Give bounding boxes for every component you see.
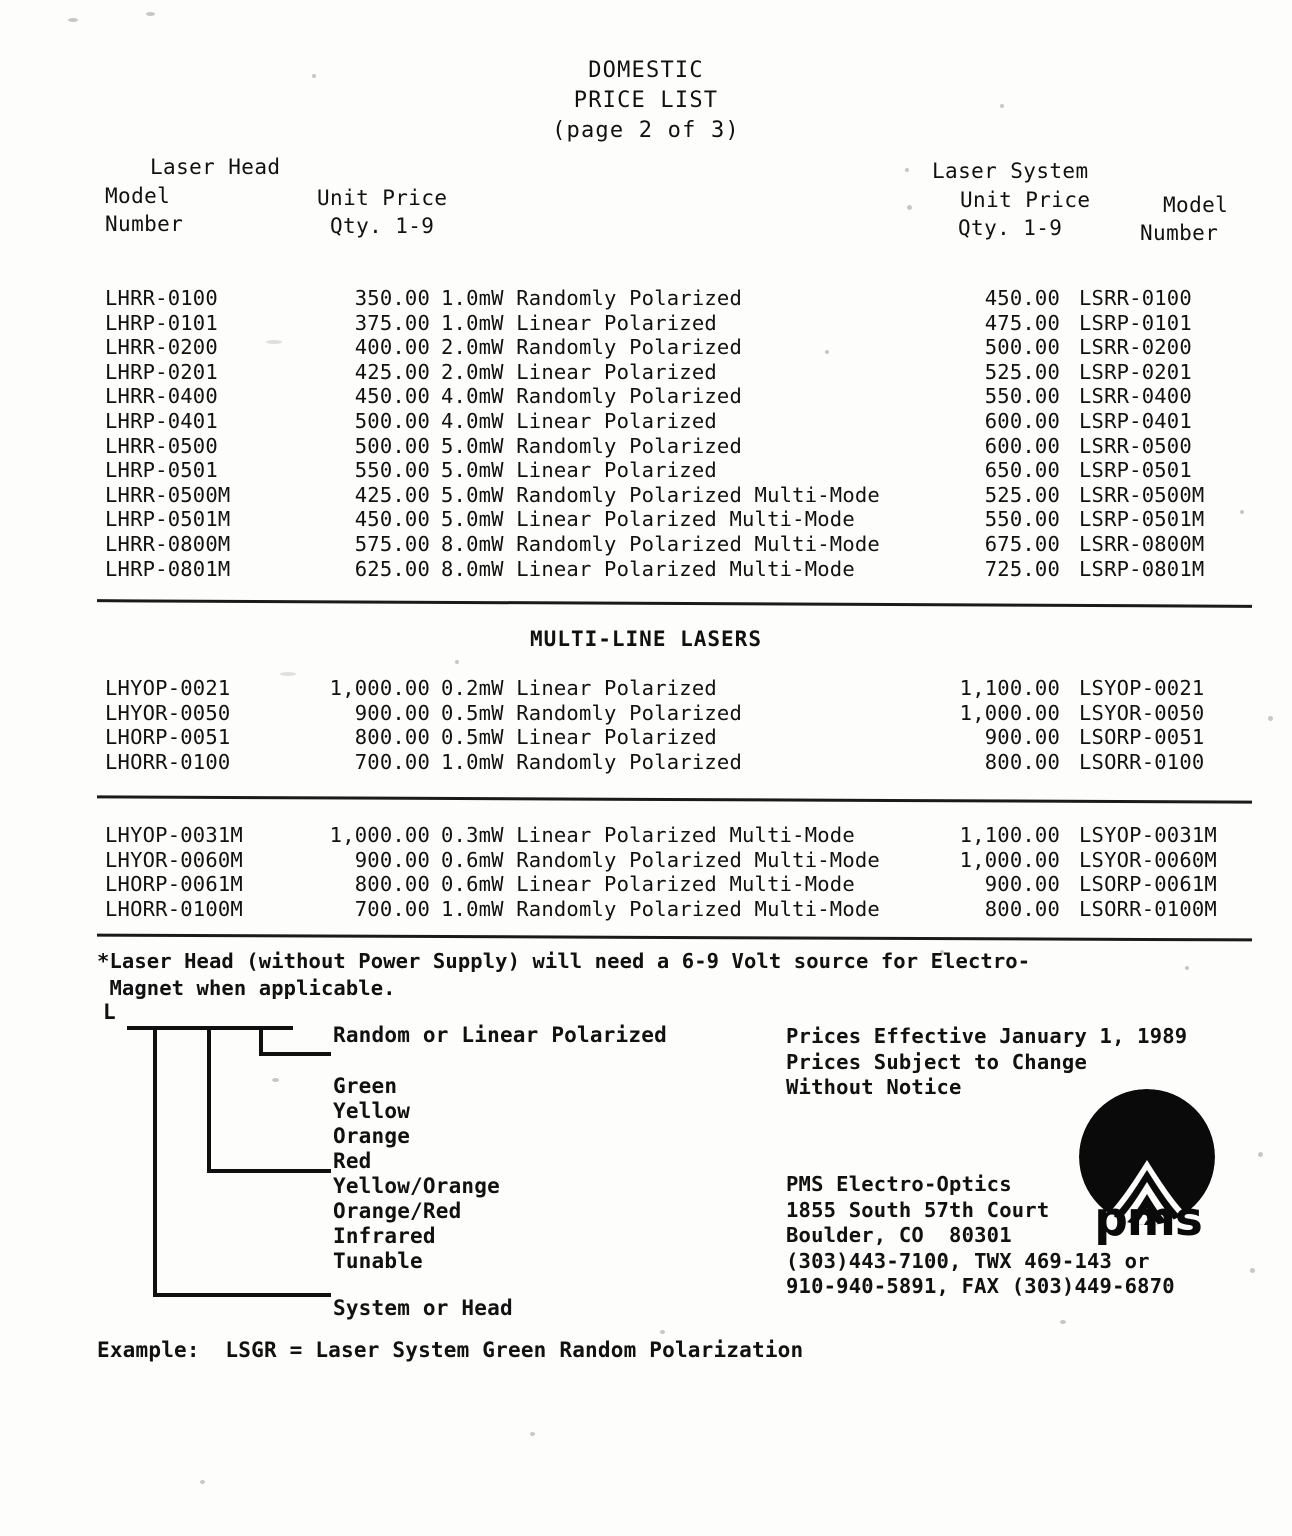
row-head-price: 800.00 <box>354 725 430 750</box>
row-system-price: 600.00 <box>984 408 1060 433</box>
row-description: 0.6mW Linear Polarized Multi-Mode <box>441 872 855 897</box>
row-head-model: LHORR-0100 <box>105 749 231 774</box>
row-description: 1.0mW Randomly Polarized <box>441 749 743 774</box>
prices-effective-date: Prices Effective January 1, 1989 <box>786 1024 1188 1048</box>
contact-phone-twx: (303)443-7100, TWX 469-143 or <box>786 1248 1150 1273</box>
price-table-main <box>0 286 1292 581</box>
row-description: 1.0mW Randomly Polarized <box>441 286 743 310</box>
row-system-price: 525.00 <box>984 359 1060 384</box>
row-description: 1.0mW Randomly Polarized Multi-Mode <box>441 896 880 921</box>
bracket-2-stem <box>207 1026 211 1173</box>
table-row <box>0 311 1292 336</box>
row-head-model: LHYOR-0060M <box>105 847 243 872</box>
scan-speck <box>660 1330 665 1334</box>
row-head-model: LHRP-0401 <box>105 408 218 433</box>
prices-without-notice: Without Notice <box>786 1075 962 1099</box>
company-name: PMS Electro-Optics <box>786 1172 1012 1196</box>
row-system-model: LSORP-0051 <box>1079 725 1205 750</box>
footnote-line-2: Magnet when applicable. <box>97 976 396 1000</box>
scan-speck <box>1060 1320 1066 1324</box>
row-system-model: LSORR-0100 <box>1079 749 1205 774</box>
pms-wordmark: pms <box>1094 1192 1202 1247</box>
row-system-model: LSRP-0801M <box>1079 556 1205 581</box>
title-line-page: (page 2 of 3) <box>552 118 740 143</box>
row-description: 0.6mW Randomly Polarized Multi-Mode <box>441 847 880 872</box>
row-system-model: LSYOR-0060M <box>1079 847 1217 872</box>
row-description: 5.0mW Linear Polarized <box>441 458 717 483</box>
row-head-price: 575.00 <box>354 531 430 556</box>
table-row <box>0 701 1292 726</box>
row-head-price: 425.00 <box>354 482 430 507</box>
scan-speck <box>907 205 912 210</box>
page-title <box>0 56 1292 146</box>
price-table-multi-line-multi-mode <box>0 823 1292 921</box>
row-head-price: 450.00 <box>354 384 430 409</box>
nomenclature-example: Example: LSGR = Laser System Green Random Polarization <box>97 1338 804 1362</box>
scan-speck <box>1250 1268 1255 1273</box>
row-head-model: LHRP-0501M <box>105 507 231 532</box>
row-system-model: LSRP-0101 <box>1079 310 1192 335</box>
row-description: 5.0mW Linear Polarized Multi-Mode <box>441 507 855 532</box>
row-head-model: LHYOP-0021 <box>105 676 231 700</box>
nomenclature-label-red: Red <box>333 1149 372 1173</box>
section-heading-multi-line: MULTI-LINE LASERS <box>530 627 762 651</box>
nomenclature-label-yellow-orange: Yellow/Orange <box>333 1174 500 1198</box>
title-line-domestic: DOMESTIC <box>588 58 704 83</box>
row-head-model: LHRP-0801M <box>105 556 231 581</box>
row-head-price: 625.00 <box>354 556 430 581</box>
row-system-model: LSRR-0500 <box>1079 433 1192 458</box>
row-system-model: LSYOP-0021 <box>1079 676 1205 700</box>
row-system-price: 1,100.00 <box>959 676 1060 700</box>
row-system-price: 450.00 <box>984 286 1060 310</box>
scan-speck <box>146 12 155 16</box>
address-city-state-zip: Boulder, CO 80301 <box>786 1223 1012 1247</box>
row-description: 8.0mW Randomly Polarized Multi-Mode <box>441 531 880 556</box>
header-qty: Qty. 1-9 <box>330 214 435 238</box>
row-head-price: 350.00 <box>354 286 430 310</box>
nomenclature-prefix-letter: L <box>103 1000 116 1024</box>
row-system-model: LSRR-0100 <box>1079 286 1192 310</box>
row-head-model: LHORP-0051 <box>105 725 231 750</box>
row-description: 0.5mW Linear Polarized <box>441 725 717 750</box>
row-system-model: LSRP-0401 <box>1079 408 1192 433</box>
row-head-model: LHRP-0201 <box>105 359 218 384</box>
nomenclature-label-tunable: Tunable <box>333 1249 423 1273</box>
row-head-model: LHRP-0501 <box>105 458 218 483</box>
header-laser-system-group: Laser System <box>932 159 1089 183</box>
table-row <box>0 335 1292 360</box>
prices-subject-to-change: Prices Subject to Change <box>786 1049 1088 1074</box>
table-row <box>0 823 1292 848</box>
bracket-1-stem <box>153 1026 157 1297</box>
nomenclature-label-polarization: Random or Linear Polarized <box>333 1023 667 1047</box>
nomenclature-diagram <box>95 1000 735 1330</box>
row-system-price: 500.00 <box>984 335 1060 360</box>
row-head-price: 900.00 <box>354 700 430 725</box>
row-system-price: 525.00 <box>984 482 1060 507</box>
scan-speck <box>455 660 459 664</box>
header-laser-head-group: Laser Head <box>150 155 281 179</box>
row-system-price: 900.00 <box>984 725 1060 750</box>
row-description: 8.0mW Linear Polarized Multi-Mode <box>441 556 855 581</box>
section-divider <box>97 599 1252 608</box>
row-description: 0.2mW Linear Polarized <box>441 676 717 700</box>
table-row <box>0 532 1292 557</box>
row-head-price: 375.00 <box>354 310 430 335</box>
title-line-price-list: PRICE LIST <box>573 88 719 113</box>
table-row <box>0 286 1292 311</box>
bracket-1-bottom <box>153 1293 331 1297</box>
table-row <box>0 483 1292 508</box>
bracket-3-bottom <box>259 1052 331 1056</box>
header-unit-price: Unit Price <box>317 186 448 210</box>
nomenclature-label-infrared: Infrared <box>333 1224 436 1248</box>
nomenclature-label-yellow: Yellow <box>333 1099 411 1123</box>
row-system-price: 1,000.00 <box>959 700 1060 725</box>
row-head-model: LHRR-0500 <box>105 433 218 458</box>
row-system-price: 800.00 <box>984 749 1060 774</box>
row-system-model: LSRR-0800M <box>1079 531 1205 556</box>
row-head-price: 700.00 <box>354 896 430 921</box>
header-system-number: Number <box>1140 221 1219 245</box>
section-divider <box>97 795 1252 803</box>
header-system-qty: Qty. 1-9 <box>958 216 1063 240</box>
row-system-price: 550.00 <box>984 507 1060 532</box>
row-head-price: 800.00 <box>354 872 430 897</box>
row-description: 4.0mW Randomly Polarized <box>441 384 743 409</box>
nomenclature-label-green: Green <box>333 1074 398 1098</box>
row-description: 2.0mW Randomly Polarized <box>441 335 743 360</box>
header-number: Number <box>105 212 184 236</box>
header-system-unit-price: Unit Price <box>960 188 1091 212</box>
nomenclature-label-orange: Orange <box>333 1124 411 1148</box>
scan-speck <box>200 1480 205 1484</box>
table-row <box>0 725 1292 750</box>
row-system-model: LSRR-0400 <box>1079 384 1192 409</box>
row-description: 0.3mW Linear Polarized Multi-Mode <box>441 823 855 847</box>
nomenclature-label-system-or-head: System or Head <box>333 1296 513 1320</box>
price-table-multi-line <box>0 676 1292 774</box>
table-row <box>0 676 1292 701</box>
nomenclature-label-orange-red: Orange/Red <box>333 1199 462 1223</box>
section-divider <box>97 934 1252 942</box>
bracket-1-top <box>127 1026 187 1030</box>
row-system-price: 475.00 <box>984 310 1060 335</box>
row-system-model: LSRP-0501 <box>1079 458 1192 483</box>
table-row <box>0 507 1292 532</box>
address-street: 1855 South 57th Court <box>786 1197 1050 1222</box>
row-head-price: 1,000.00 <box>329 823 430 847</box>
row-system-model: LSYOR-0050 <box>1079 700 1205 725</box>
row-description: 0.5mW Randomly Polarized <box>441 700 743 725</box>
row-description: 5.0mW Randomly Polarized Multi-Mode <box>441 482 880 507</box>
table-row <box>0 750 1292 775</box>
row-head-price: 550.00 <box>354 458 430 483</box>
row-system-price: 800.00 <box>984 896 1060 921</box>
row-head-model: LHRP-0101 <box>105 310 218 335</box>
row-system-price: 675.00 <box>984 531 1060 556</box>
row-head-price: 1,000.00 <box>329 676 430 700</box>
row-head-model: LHORR-0100M <box>105 896 243 921</box>
table-row <box>0 458 1292 483</box>
row-description: 2.0mW Linear Polarized <box>441 359 717 384</box>
row-system-price: 1,100.00 <box>959 823 1060 847</box>
row-head-model: LHRR-0500M <box>105 482 231 507</box>
table-row <box>0 557 1292 582</box>
header-model: Model <box>105 184 171 208</box>
row-head-price: 900.00 <box>354 847 430 872</box>
row-system-model: LSRP-0501M <box>1079 507 1205 532</box>
table-row <box>0 434 1292 459</box>
row-system-model: LSRP-0201 <box>1079 359 1192 384</box>
row-system-price: 650.00 <box>984 458 1060 483</box>
row-head-price: 450.00 <box>354 507 430 532</box>
scan-speck <box>905 168 909 172</box>
row-system-model: LSRR-0500M <box>1079 482 1205 507</box>
table-row <box>0 848 1292 873</box>
row-head-price: 400.00 <box>354 335 430 360</box>
row-system-price: 1,000.00 <box>959 847 1060 872</box>
row-head-model: LHYOR-0050 <box>105 700 231 725</box>
row-head-price: 700.00 <box>354 749 430 774</box>
scan-speck <box>68 18 78 22</box>
table-row <box>0 384 1292 409</box>
row-system-model: LSORP-0061M <box>1079 872 1217 897</box>
row-system-model: LSORR-0100M <box>1079 896 1217 921</box>
footnote-line-1: *Laser Head (without Power Supply) will need a 6-9 Volt source for Electro- <box>97 949 1031 973</box>
contact-telex-fax: 910-940-5891, FAX (303)449-6870 <box>786 1274 1175 1298</box>
scan-speck <box>1258 1152 1263 1157</box>
table-row <box>0 360 1292 385</box>
footnote <box>97 948 1227 1002</box>
row-system-price: 550.00 <box>984 384 1060 409</box>
row-head-price: 425.00 <box>354 359 430 384</box>
row-description: 5.0mW Randomly Polarized <box>441 433 743 458</box>
row-head-model: LHORP-0061M <box>105 872 243 897</box>
row-description: 1.0mW Linear Polarized <box>441 310 717 335</box>
header-system-model: Model <box>1163 193 1229 217</box>
bracket-3-top <box>235 1026 293 1030</box>
scan-speck <box>530 1432 535 1436</box>
row-head-model: LHYOP-0031M <box>105 823 243 847</box>
row-system-model: LSYOP-0031M <box>1079 823 1217 847</box>
table-row <box>0 872 1292 897</box>
row-system-model: LSRR-0200 <box>1079 335 1192 360</box>
row-system-price: 600.00 <box>984 433 1060 458</box>
row-head-model: LHRR-0100 <box>105 286 218 310</box>
row-head-model: LHRR-0800M <box>105 531 231 556</box>
bracket-2-bottom <box>207 1169 331 1173</box>
row-head-model: LHRR-0200 <box>105 335 218 360</box>
row-description: 4.0mW Linear Polarized <box>441 408 717 433</box>
table-row <box>0 409 1292 434</box>
table-row <box>0 897 1292 922</box>
row-system-price: 900.00 <box>984 872 1060 897</box>
row-head-price: 500.00 <box>354 433 430 458</box>
row-head-model: LHRR-0400 <box>105 384 218 409</box>
row-head-price: 500.00 <box>354 408 430 433</box>
row-system-price: 725.00 <box>984 556 1060 581</box>
